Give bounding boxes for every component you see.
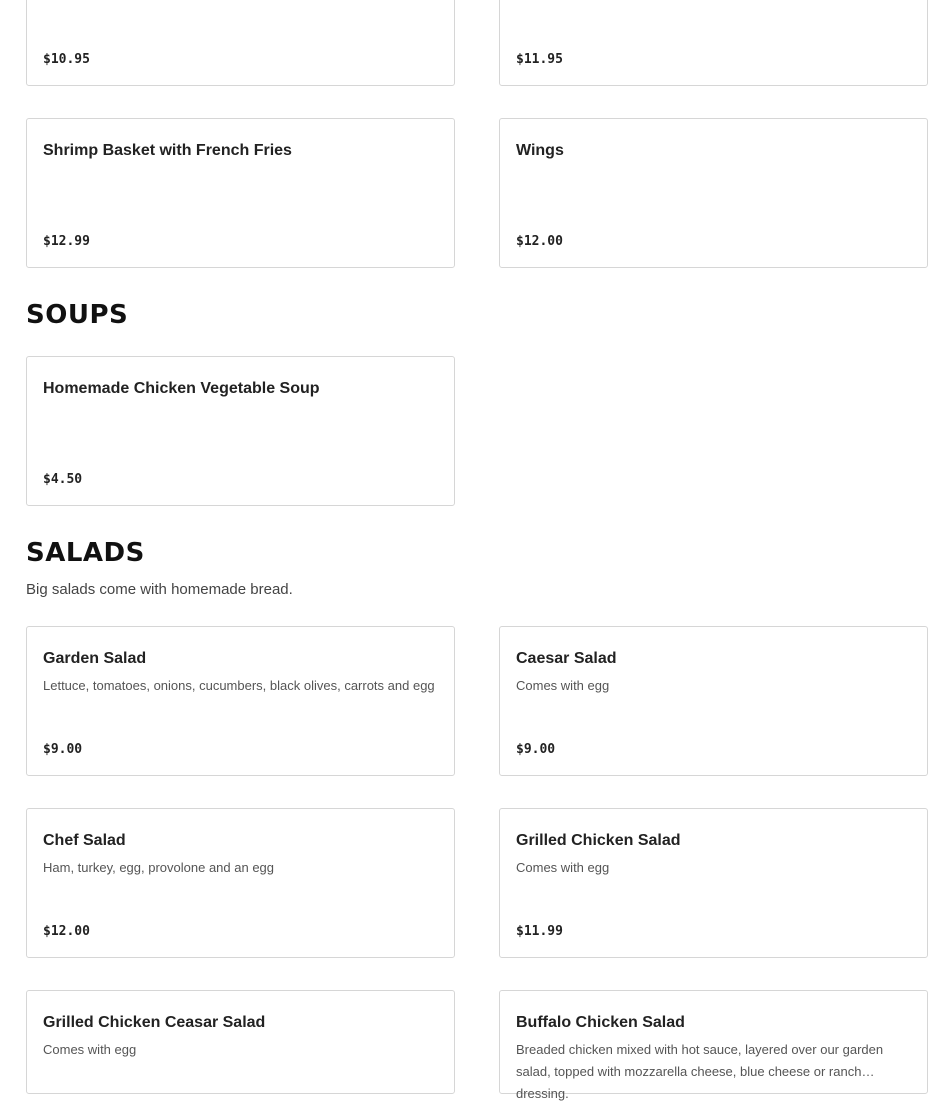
menu-item-card[interactable] (26, 118, 455, 268)
menu-item-name: Chef Salad (43, 832, 126, 849)
menu-item-description: Comes with egg (516, 860, 610, 875)
menu-item-card[interactable] (26, 808, 455, 958)
menu-item-price: $11.95 (516, 52, 563, 67)
menu-item-description: Ham, turkey, egg, provolone and an egg (43, 860, 275, 875)
menu-item-price: $11.99 (516, 924, 563, 939)
menu-item-card[interactable] (26, 626, 455, 776)
menu-item-name: Grilled Chicken Ceasar Salad (43, 1014, 266, 1031)
menu-item-card[interactable] (26, 0, 455, 86)
menu-item-name: Shrimp Basket with French Fries (43, 142, 292, 159)
menu-item-price: $9.00 (516, 742, 556, 757)
section-description-salads: Big salads come with homemade bread. (26, 581, 293, 598)
menu-item-card[interactable] (26, 356, 455, 506)
top-section-grid (26, 0, 928, 268)
menu-item-description: Comes with egg (516, 678, 610, 693)
menu-item-name: Wings (516, 142, 564, 159)
menu-item-name: Homemade Chicken Vegetable Soup (43, 380, 320, 397)
menu-item-card[interactable] (499, 118, 928, 268)
menu-item-price: $9.00 (43, 742, 83, 757)
soups-grid (26, 356, 928, 506)
menu-item-price: $4.50 (43, 472, 83, 487)
menu-item-price: $10.95 (43, 52, 90, 67)
menu-item-name: Buffalo Chicken Salad (516, 1014, 685, 1031)
menu-item-name: Caesar Salad (516, 650, 617, 667)
menu-item-card[interactable] (499, 990, 928, 1101)
menu-item-name: Garden Salad (43, 650, 147, 667)
menu-item-card[interactable] (499, 0, 928, 86)
menu-item-card[interactable] (26, 990, 455, 1094)
menu-item-price: $12.99 (43, 234, 90, 249)
menu-item-card[interactable] (499, 626, 928, 776)
menu-item-description: Breaded chicken mixed with hot sauce, layered over our garden salad, topped with mozzarella cheese, blue cheese or ranch dressing. (516, 1042, 884, 1101)
menu-item-card[interactable] (499, 808, 928, 958)
menu-item-price: $12.00 (516, 234, 563, 249)
menu-item-price: $12.00 (43, 924, 90, 939)
section-title-soups: SOUPS (26, 300, 129, 330)
menu-item-name: Grilled Chicken Salad (516, 832, 681, 849)
menu-item-description: Comes with egg (43, 1042, 137, 1057)
salads-grid (26, 626, 928, 1101)
section-title-salads: SALADS (26, 538, 145, 568)
menu-item-description: Lettuce, tomatoes, onions, cucumbers, black olives, carrots and egg (43, 678, 435, 693)
